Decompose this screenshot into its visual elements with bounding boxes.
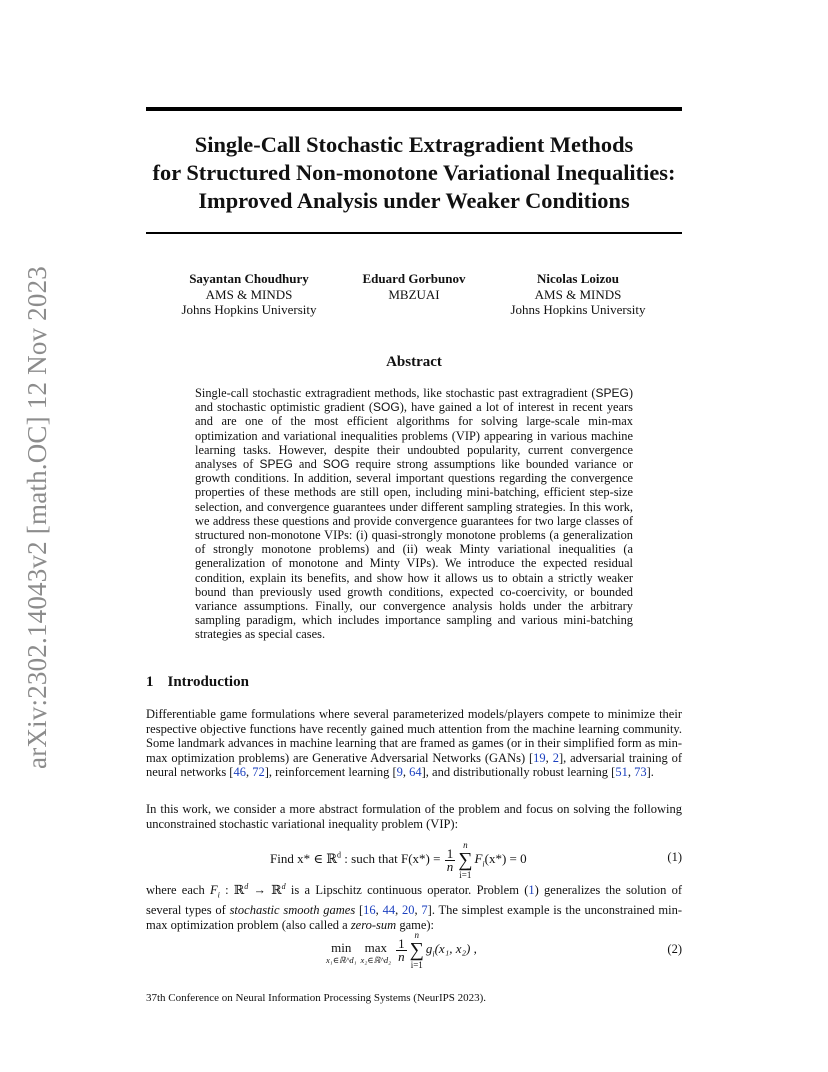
summation-symbol: n ∑ i=1 bbox=[409, 930, 424, 970]
equation-2-body bbox=[326, 930, 477, 970]
method-name: SPEG bbox=[259, 457, 293, 472]
paragraph-text: game): bbox=[396, 917, 435, 932]
abstract-text-part: ) and stochastic optimistic gradient ( bbox=[195, 386, 633, 415]
title-line-1: Single-Call Stochastic Extragradient Methods bbox=[194, 132, 634, 157]
summation-upper: n bbox=[414, 930, 419, 940]
abstract-text-part: and bbox=[292, 457, 323, 472]
emphasized-text: zero-sum bbox=[350, 917, 397, 932]
equation-1-body bbox=[270, 840, 527, 880]
equation-superscript: d bbox=[337, 850, 342, 860]
fraction-denominator: n bbox=[446, 858, 454, 874]
operator-text: min bbox=[331, 940, 352, 955]
author-affiliation: MBZUAI bbox=[388, 286, 440, 302]
emphasized-text: stochastic smooth games bbox=[229, 903, 356, 918]
citation-link[interactable]: 51 bbox=[615, 765, 628, 780]
title-bottom-rule bbox=[146, 232, 682, 234]
author-affiliation: Johns Hopkins University bbox=[510, 302, 646, 317]
equation-text: (x*) = 0 bbox=[484, 850, 527, 866]
citation-link[interactable]: 64 bbox=[409, 765, 422, 780]
title-line-2: for Structured Non-monotone Variational Inequalities: bbox=[152, 160, 676, 185]
author-affiliation: AMS & MINDS bbox=[205, 286, 293, 302]
equation-text: F bbox=[474, 850, 483, 866]
author-name: Eduard Gorbunov bbox=[362, 271, 466, 286]
equation-text: (x₁, x₂) , bbox=[434, 940, 477, 956]
title-top-rule bbox=[146, 107, 682, 111]
paragraph-text: : ℝ bbox=[219, 883, 245, 898]
paragraph-text: is a Lipschitz continuous operator. Problem ( bbox=[285, 883, 529, 898]
operator-subscript: x₁∈ℝ^d₁ bbox=[326, 955, 357, 965]
citation-link[interactable]: 20 bbox=[401, 903, 415, 918]
paper-title bbox=[146, 131, 682, 215]
arxiv-stamp-text: arXiv:2302.14043v2 [math.OC] 12 Nov 2023 bbox=[21, 265, 52, 769]
abstract-body bbox=[195, 386, 633, 642]
equation-subscript: i bbox=[432, 949, 435, 959]
operator-subscript: x₂∈ℝ^d₂ bbox=[360, 955, 392, 965]
equation-number: (2) bbox=[667, 942, 682, 956]
author-affiliation: AMS & MINDS bbox=[534, 286, 622, 302]
paragraph-text: ], and distributionally robust learning [ bbox=[421, 765, 616, 780]
summation-upper: n bbox=[463, 840, 468, 850]
fraction bbox=[396, 935, 407, 964]
equation-text: : such that F(x*) = bbox=[341, 850, 444, 866]
title-line-3: Improved Analysis under Weaker Conditions bbox=[198, 188, 630, 213]
citation-link[interactable]: 16 bbox=[363, 903, 376, 918]
intro-paragraph-3: where each $F_i$ : ℝ$^d$ → ℝ$^d$ is a Lipschitz continuous operator. Problem (1) generalizes the solution of several types of stochastic smooth games [16, 44, 20, 7]. The simplest example is the unconstrained min-max optimization problem (also called a zero-sum game): bbox=[146, 882, 683, 932]
citation-link[interactable]: 73 bbox=[634, 765, 647, 780]
citation-link[interactable]: 7 bbox=[421, 903, 428, 918]
citation-link[interactable]: 72 bbox=[252, 765, 265, 780]
max-operator bbox=[361, 942, 392, 966]
equation-reference-link[interactable]: 1 bbox=[528, 883, 535, 898]
paragraph-text: ]. The simplest example is the unconstrained min-max optimization problem (also called a bbox=[146, 903, 683, 932]
citation-link[interactable]: 19 bbox=[533, 750, 546, 765]
citation-link[interactable]: 2 bbox=[552, 750, 559, 765]
author-name: Nicolas Loizou bbox=[537, 271, 619, 286]
fraction-numerator: 1 bbox=[398, 935, 405, 951]
equation-number: (1) bbox=[667, 850, 682, 864]
section-heading-introduction bbox=[146, 674, 249, 691]
paragraph-text: ) generalizes the solution of several types of bbox=[146, 883, 683, 918]
method-name: SOG bbox=[373, 400, 400, 415]
fraction bbox=[445, 845, 456, 874]
summation-lower: i=1 bbox=[459, 870, 472, 880]
section-number: 1 bbox=[146, 674, 154, 690]
paragraph-text: where each bbox=[146, 883, 210, 898]
author-block bbox=[146, 271, 682, 321]
author-3 bbox=[488, 271, 668, 318]
summation-symbol: n ∑ i=1 bbox=[458, 840, 473, 880]
citation-link[interactable]: 46 bbox=[233, 765, 246, 780]
equation-1 bbox=[146, 838, 682, 880]
method-name: SOG bbox=[322, 457, 350, 472]
abstract-text-part: Single-call stochastic extragradient methods, like stochastic past extragradient ( bbox=[195, 386, 596, 400]
author-name: Sayantan Choudhury bbox=[189, 271, 309, 286]
conference-footnote: 37th Conference on Neural Information Processing Systems (NeurIPS 2023). bbox=[146, 992, 487, 1004]
abstract-text-part: ), have gained a lot of interest in recent years and are one of the most efficient algorithms for solving large-scale min-max optimization and variational inequalities problems (VIP) appearing in various machine learning tasks. However, despite their undoubted popularity, current convergence analyses of bbox=[195, 400, 633, 472]
math-superscript: d bbox=[244, 882, 249, 891]
math-symbol: F bbox=[209, 883, 218, 898]
author-1 bbox=[159, 271, 339, 318]
paragraph-text: ]. bbox=[646, 765, 654, 780]
author-2 bbox=[324, 271, 504, 302]
equation-text: Find x* ∈ ℝ bbox=[270, 850, 338, 866]
math-subscript: i bbox=[217, 890, 220, 900]
section-title: Introduction bbox=[167, 674, 249, 690]
abstract-text-part: require strong assumptions like bounded variance or growth conditions. In addition, several important questions regarding the convergence properties of these methods are still open, including mini-batching, efficient step-size selection, and convergence guarantees under different sampling strategies. In this work, we address these questions and provide convergence guarantees for two large classes of structured non-monotone VIPs: (i) quasi-strongly monotone problems (a generalization of strongly monotone problems) and (ii) weak Minty variational inequalities (a generalization of monotone and Minty VIPs). We introduce the expected residual condition, explain its benefits, and show how it allows us to obtain a strictly weaker bound than previously used growth conditions, expected co-coercivity, or bounded variance assumptions. Finally, our convergence analysis holds under the arbitrary sampling paradigm, which includes importance sampling and various mini-batching strategies as special cases. bbox=[195, 457, 633, 642]
operator-text: max bbox=[364, 940, 388, 955]
method-name: SPEG bbox=[595, 386, 629, 400]
intro-paragraph-2: In this work, we consider a more abstract formulation of the problem and focus on solving the following unconstrained stochastic variational inequality problem (VIP): bbox=[146, 802, 682, 831]
paragraph-text: ], reinforcement learning [ bbox=[264, 765, 397, 780]
paragraph-text: → ℝ bbox=[248, 883, 282, 898]
equation-2 bbox=[146, 930, 682, 974]
paragraph-text: ], adversarial training of neural networks [ bbox=[146, 750, 682, 780]
paragraph-text: Differentiable game formulations where several parameterized models/players compete to minimize their respective objective functions have recently gained much attention from the machine learning community. Some landmark advances in machine learning that are framed as games (or in their simplified form as min-max optimization problems) are Generative Adversarial Networks (GANs) [ bbox=[146, 707, 682, 765]
equation-subscript: i bbox=[482, 859, 485, 869]
min-operator bbox=[326, 942, 357, 966]
citation-link[interactable]: 44 bbox=[382, 903, 396, 918]
citation-link[interactable]: 9 bbox=[396, 765, 403, 780]
fraction-numerator: 1 bbox=[446, 845, 454, 861]
intro-paragraph-1: Differentiable game formulations where several parameterized models/players compete to minimize their respective objective functions have recently gained much attention from the machine learning community. Some landmark advances in machine learning that are framed as games (or in their simplified form as min-max optimization problems) are Generative Adversarial Networks (GANs) [19, 2], adversarial training of neural networks [46, 72], reinforcement learning [9, 64], and distributionally robust learning [51, 73]. bbox=[146, 707, 682, 780]
equation-text: g bbox=[425, 940, 433, 956]
fraction-denominator: n bbox=[398, 948, 405, 964]
author-affiliation: Johns Hopkins University bbox=[181, 302, 317, 317]
arxiv-identifier-stamp bbox=[22, 262, 52, 772]
abstract-heading: Abstract bbox=[386, 354, 442, 370]
math-superscript: d bbox=[281, 882, 286, 891]
summation-lower: i=1 bbox=[410, 960, 423, 970]
paragraph-text: [ bbox=[355, 903, 364, 918]
